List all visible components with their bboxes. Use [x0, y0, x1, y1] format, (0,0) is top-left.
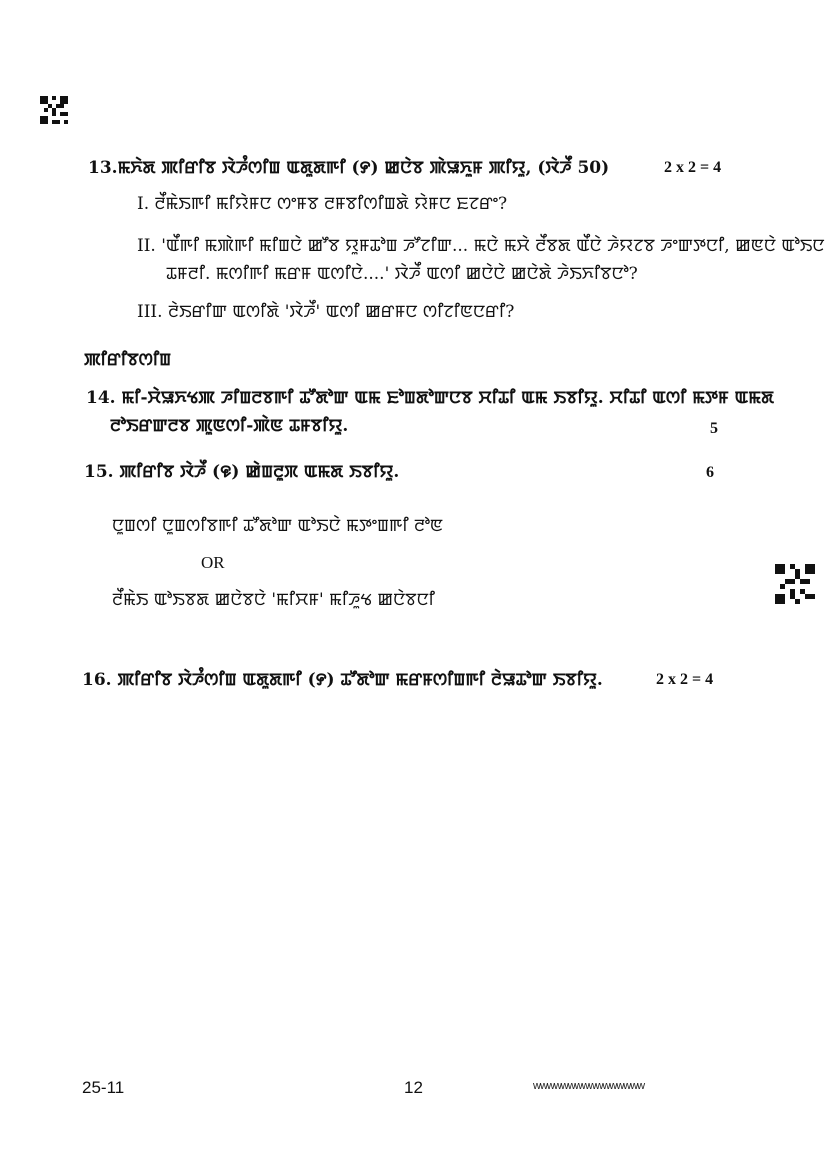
q15-text: ꯄꯤꯔꯤꯕ ꯋꯥꯍꯩ (꯶) ꯀꯥꯡꯂꯨꯞ ꯑꯃꯗ ꯏꯕꯤꯌꯨ. — [119, 462, 400, 482]
q14-line — [86, 386, 774, 410]
q15-line — [84, 460, 399, 484]
q13-sub-ii-text: 'ꯑꯩꯒꯤ ꯃꯄꯥꯒꯤ ꯃꯤꯡꯅꯥ ꯀꯧꯕ ꯌꯨꯝꯊꯣꯡ ꯍꯧꯖꯤꯛ... ꯃꯅꯥ ꯃꯆꯥ ꯂꯩꯕꯗ ꯑꯩꯅꯥ ꯍꯥꯌꯖꯕ ꯍꯦꯛꯇꯅꯤ, ꯀꯟꯅꯥ ꯑꯣꯏꯅ — [161, 236, 825, 256]
qr-code-right — [775, 564, 815, 604]
q13-sub-ii — [137, 234, 824, 258]
q15-option-2: ꯂꯩꯃꯥꯏ ꯑꯣꯏꯕꯗ ꯀꯅꯥꯕꯅꯥ 'ꯃꯤꯆꯝ' ꯃꯤꯍꯨꯠ ꯀꯅꯥꯕꯅꯤ — [112, 590, 435, 610]
q14-line-cont: ꯂꯣꯏꯔꯛꯂꯕ ꯄꯨꯟꯁꯤ-ꯄꯥꯟ ꯊꯝꯕꯤꯌꯨ. — [110, 416, 349, 436]
section-heading: ꯄꯤꯔꯤꯕꯁꯤꯡ — [84, 350, 172, 370]
q15-or: OR — [201, 553, 225, 572]
q16-number: 16. — [82, 670, 112, 690]
q15-option-1: ꯅꯨꯡꯁꯤ ꯅꯨꯡꯁꯤꯕꯒꯤ ꯊꯧꯗꯣꯛ ꯑꯣꯏꯅꯥ ꯃꯇꯦꯡꯒꯤ ꯂꯣꯟ — [112, 516, 443, 536]
q16-marks: 2 x 2 = 4 — [656, 671, 714, 688]
q13-sub-i-text: ꯂꯩꯃꯥꯏꯒꯤ ꯃꯤꯌꯥꯝꯅ ꯁꯦꯝꯕ ꯂꯝꯕꯤꯁꯤꯡꯗꯥ ꯌꯥꯝꯅ ꯐꯖꯔꯦ? — [154, 194, 508, 214]
q13-sub-ii-number: II. — [137, 236, 156, 256]
q14-marks: 5 — [710, 420, 718, 437]
q13-marks: 2 x 2 = 4 — [664, 159, 722, 176]
q13-text: ꯃꯈꯥꯗ ꯄꯤꯔꯤꯕ ꯋꯥꯍꯪꯁꯤꯡ ꯑꯗꯨꯗꯒꯤ (꯸) ꯀꯅꯥꯕ ꯄꯥꯎꯈꯨꯝ ꯄꯤꯌꯨ, (ꯋꯥꯍꯩ 50) — [117, 158, 610, 178]
q13-sub-i — [137, 192, 507, 216]
q13-sub-i-number: I. — [137, 194, 150, 214]
q16-text: ꯄꯤꯔꯤꯕ ꯋꯥꯍꯪꯁꯤꯡ ꯑꯗꯨꯗꯒꯤ (꯸) ꯊꯧꯗꯣꯛ ꯃꯔꯝꯁꯤꯡꯒꯤ ꯂꯥꯎꯊꯣꯛ ꯏꯕꯤꯌꯨ. — [117, 670, 603, 690]
q14-text: ꯃꯤ-ꯆꯥꯎꯈꯠꯄ ꯍꯤꯡꯂꯕꯒꯤ ꯊꯧꯗꯣꯛ ꯑꯃ ꯐꯣꯡꯗꯣꯛꯅꯕ ꯆꯤꯊꯤ ꯑꯃ ꯏꯕꯤꯌꯨ. ꯆꯤꯊꯤ ꯑꯁꯤ ꯃꯇꯝ ꯑꯃꯗ — [121, 388, 774, 408]
q13-sub-iii-text: ꯂꯥꯏꯔꯤꯛ ꯑꯁꯤꯗꯥ 'ꯋꯥꯍꯩ' ꯑꯁꯤ ꯀꯔꯝꯅ ꯁꯤꯖꯤꯟꯅꯔꯤ? — [167, 302, 515, 322]
q13-sub-ii-cont: ꯊꯝꯂꯤ. ꯃꯁꯤꯒꯤ ꯃꯔꯝ ꯑꯁꯤꯅꯥ....' ꯋꯥꯍꯩ ꯑꯁꯤ ꯀꯅꯥꯅꯥ ꯀꯅꯥꯗꯥ ꯍꯥꯏꯈꯤꯕꯅꯣ? — [166, 264, 638, 284]
footer-code: 25-11 — [82, 1078, 125, 1097]
q16-line — [82, 668, 603, 692]
q13-sub-iii-number: III. — [137, 302, 163, 322]
q15-marks: 6 — [706, 464, 714, 481]
footer-wave: wwwwwwwwwwwwwwww — [533, 1080, 645, 1092]
q13-sub-iii — [137, 300, 514, 324]
q13-line — [88, 156, 609, 180]
q15-number: 15. — [84, 462, 114, 482]
page-number: 12 — [404, 1078, 423, 1097]
q14-number: 14. — [86, 388, 116, 408]
q13-number: 13. — [88, 158, 118, 178]
qr-code-top-left — [40, 96, 68, 124]
